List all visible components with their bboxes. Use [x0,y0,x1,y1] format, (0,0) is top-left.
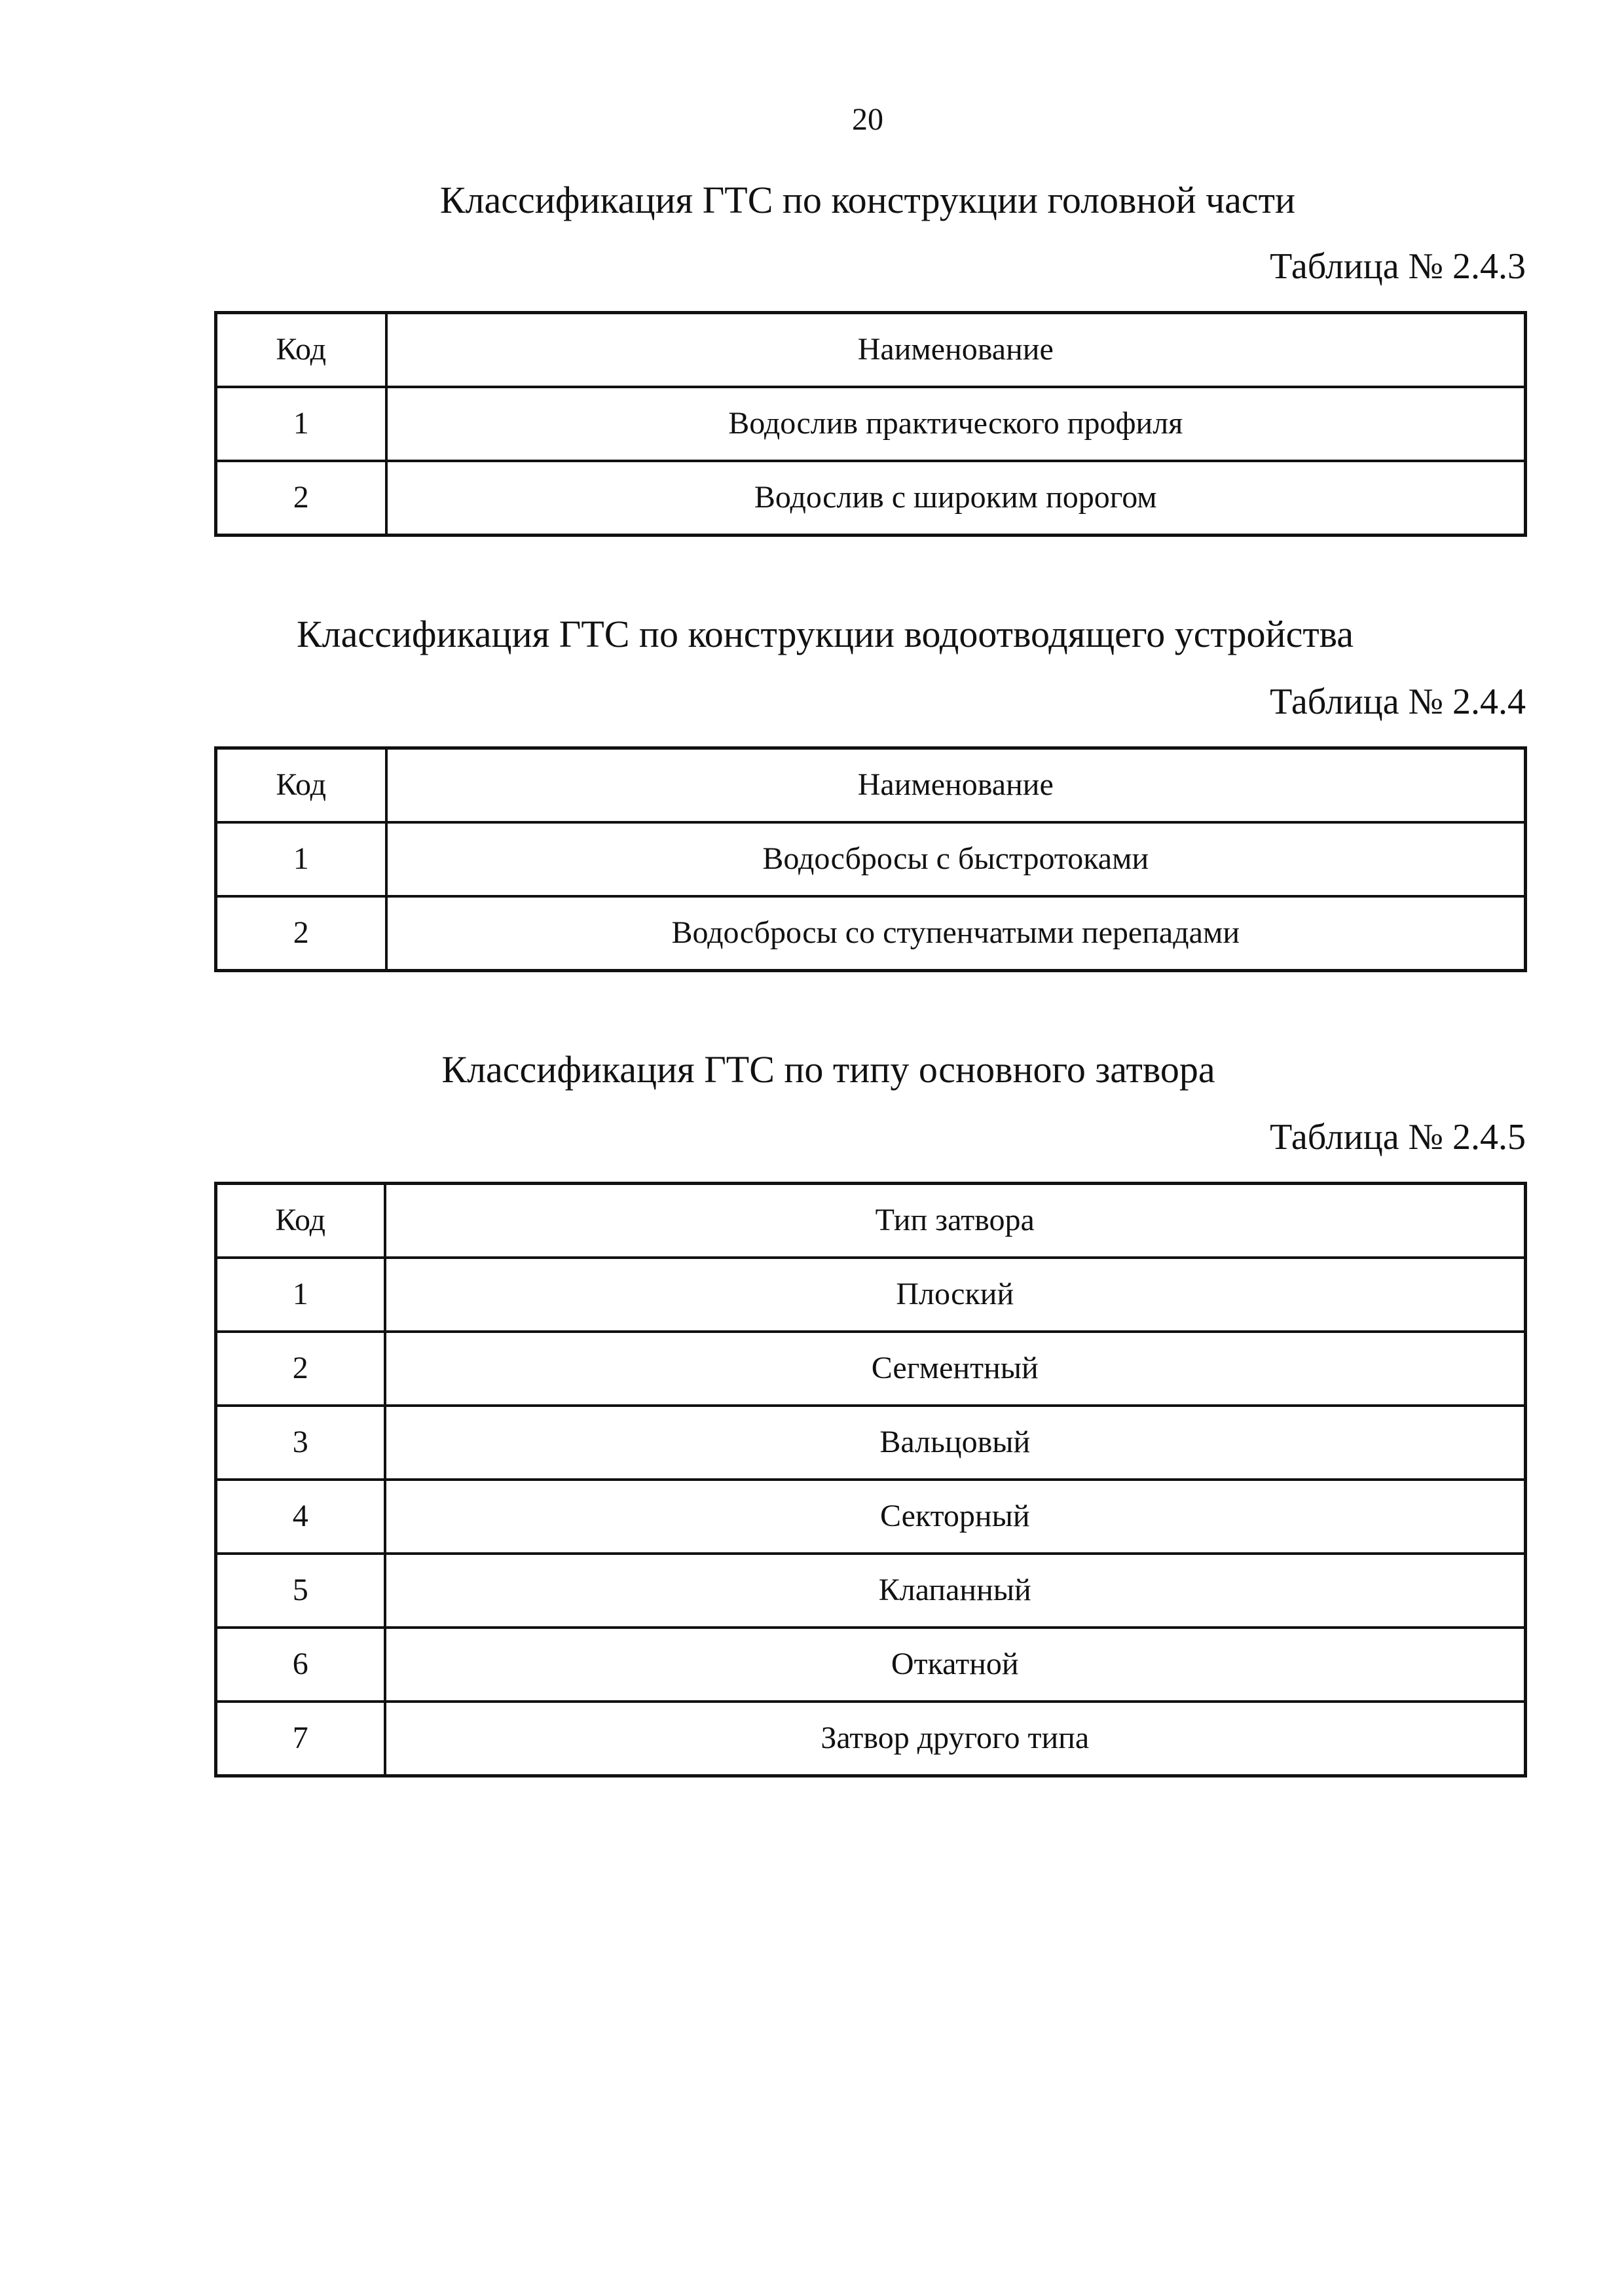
cell-gate-type: Затвор другого типа [385,1702,1526,1776]
table-header-row [216,1184,1526,1258]
table-row [216,1480,1526,1554]
cell-gate-type: Сегментный [385,1332,1526,1406]
table-label-2-4-5: Таблица № 2.4.5 [1270,1117,1526,1157]
cell-gate-type: Клапанный [385,1554,1526,1628]
section-title-gate-type: Классификация ГТС по типу основного затвора [441,1048,1215,1091]
table-row [216,1332,1526,1406]
table-row [216,1702,1526,1776]
cell-code: 7 [216,1702,385,1776]
page-number: 20 [852,102,883,137]
header-gate-type: Тип затвора [385,1184,1526,1258]
cell-code: 3 [216,1406,385,1480]
table-row [216,387,1526,461]
section-title-head-part: Классификация ГТС по конструкции головной части [439,179,1296,221]
cell-code: 1 [216,822,386,896]
cell-code: 4 [216,1480,385,1554]
table-row [216,1554,1526,1628]
table-row [216,1406,1526,1480]
table-row [216,1258,1526,1332]
table-row [216,822,1526,896]
cell-code: 2 [216,896,386,971]
header-code: Код [216,748,386,823]
header-code: Код [216,1184,385,1258]
cell-name: Водослив с широким порогом [386,461,1526,536]
cell-code: 2 [216,1332,385,1406]
table-row [216,896,1526,971]
header-code: Код [216,313,386,388]
table-header-row [216,748,1526,823]
cell-code: 6 [216,1628,385,1702]
cell-gate-type: Откатной [385,1628,1526,1702]
table-gate-type-classification [214,1182,1527,1777]
table-row [216,461,1526,536]
table-head-part-classification [214,311,1527,537]
cell-gate-type: Вальцовый [385,1406,1526,1480]
cell-name: Водосбросы с быстротоками [386,822,1526,896]
table-drainage-device-classification [214,746,1527,972]
table-label-2-4-4: Таблица № 2.4.4 [1270,682,1526,722]
cell-code: 1 [216,1258,385,1332]
cell-gate-type: Плоский [385,1258,1526,1332]
cell-name: Водослив практического профиля [386,387,1526,461]
cell-code: 5 [216,1554,385,1628]
cell-code: 2 [216,461,386,536]
cell-code: 1 [216,387,386,461]
header-name: Наименование [386,748,1526,823]
table-row [216,1628,1526,1702]
header-name: Наименование [386,313,1526,388]
table-label-2-4-3: Таблица № 2.4.3 [1270,246,1526,287]
cell-name: Водосбросы со ступенчатыми перепадами [386,896,1526,971]
cell-gate-type: Секторный [385,1480,1526,1554]
section-title-drainage-device: Классификация ГТС по конструкции водоотводящего устройства [296,613,1354,655]
table-header-row [216,313,1526,388]
